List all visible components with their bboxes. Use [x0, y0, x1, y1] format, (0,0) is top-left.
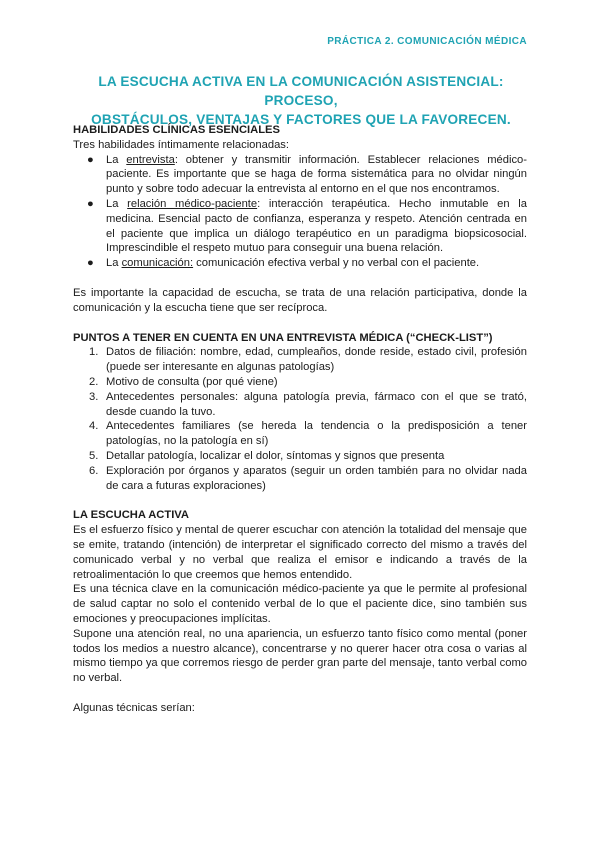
document-title [64, 72, 538, 129]
bullet-icon: ● [87, 197, 94, 210]
item-term: entrevista [126, 153, 175, 166]
spacer [73, 493, 527, 508]
list-item [73, 419, 527, 449]
item-number: 6. [89, 464, 99, 477]
escucha-paragraph-1: Es el esfuerzo físico y mental de querer escuchar con atención la totalidad del mensaje que se emite, tratando (intención) de interpretar el significado correcto del mismo a través del comunicado verbal y no verbal que realiza el emisor e indicando a través de la retroalimentación lo que creemos que hemos entendido. [73, 524, 527, 581]
item-text: : interacción terapéutica. Hecho inmutable en la medicina. Esencial pacto de confianza, esperanza y respeto. Atención centrada en el paciente que implica un diálogo terapéutico en un paradigma biopsicosocial. Imprescindible el respeto mutuo para conseguir una buena relación. [106, 197, 527, 255]
bullet-icon: ● [87, 153, 94, 166]
item-text: Antecedentes familiares (se hereda la tendencia o la predisposición a tener patologías, no la patología en sí) [106, 420, 527, 448]
document-body [73, 123, 527, 716]
list-item [73, 464, 527, 494]
list-item [73, 345, 527, 375]
section-heading-puntos: PUNTOS A TENER EN CUENTA EN UNA ENTREVISTA MÉDICA (“CHECK-LIST”) [73, 331, 493, 344]
list-item [73, 256, 527, 271]
spacer [73, 686, 527, 701]
item-text: Datos de filiación: nombre, edad, cumpleaños, donde reside, estado civil, profesión (puede ser interesante en algunas patologías) [106, 346, 527, 374]
item-number: 5. [89, 449, 99, 462]
item-text: comunicación efectiva verbal y no verbal con el paciente. [193, 257, 480, 270]
item-number: 1. [89, 346, 99, 359]
item-text: : obtener y transmitir información. Establecer relaciones médico-paciente. Es importante que se haga de forma sistemática para no olvidar ningún punto y sobre todo adecuar la entrevista al entorno en el que nos encontramos. [106, 153, 527, 196]
spacer [73, 316, 527, 331]
bullet-icon: ● [87, 257, 94, 270]
list-item [73, 375, 527, 390]
item-number: 2. [89, 375, 99, 388]
item-prefix: La [106, 257, 122, 270]
habilidades-list [73, 153, 527, 271]
escucha-paragraph-3: Supone una atención real, no una apariencia, un esfuerzo tanto físico como mental (poner todos los medios a nuestro alcance), concentrarse y no querer hacer otra cosa o varias al mismo tiempo ya que corremos riesgo de perder gran parte del mensaje, tanto verbal como no verbal. [73, 627, 527, 685]
puntos-list [73, 345, 527, 493]
page-header: PRÁCTICA 2. COMUNICACIÓN MÉDICA [327, 36, 527, 47]
item-prefix: La [106, 153, 127, 166]
title-line-1: LA ESCUCHA ACTIVA EN LA COMUNICACIÓN ASISTENCIAL: PROCESO, [98, 74, 504, 108]
section-heading-habilidades: HABILIDADES CLÍNICAS ESENCIALES [73, 124, 280, 136]
escucha-paragraph-2: Es una técnica clave en la comunicación médico-paciente ya que le permite al profesional de salud captar no solo el contenido verbal de lo que el paciente dice, sino también sus emociones y preocupaciones implícitas. [73, 583, 527, 625]
item-text: Motivo de consulta (por qué viene) [106, 375, 278, 388]
item-text: Exploración por órganos y aparatos (seguir un orden también para no olvidar nada de cara a futuras exploraciones) [106, 464, 527, 492]
spacer [73, 271, 527, 286]
item-prefix: La [106, 197, 128, 210]
habilidades-intro: Tres habilidades íntimamente relacionadas: [73, 138, 289, 151]
item-number: 3. [89, 390, 99, 403]
item-text: Detallar patología, localizar el dolor, síntomas y signos que presenta [106, 449, 445, 462]
habilidades-closing: Es importante la capacidad de escucha, se trata de una relación participativa, donde la comunicación y la escucha tiene que ser recíproca. [73, 286, 527, 314]
item-term: comunicación: [121, 257, 194, 270]
escucha-paragraph-4: Algunas técnicas serían: [73, 701, 195, 714]
item-number: 4. [89, 420, 99, 433]
list-item [73, 449, 527, 464]
list-item [73, 153, 527, 197]
item-text: Antecedentes personales: alguna patología previa, fármaco con el que se trató, desde cuando la tuvo. [106, 390, 527, 418]
section-heading-escucha: LA ESCUCHA ACTIVA [73, 509, 190, 522]
list-item [73, 390, 527, 420]
list-item [73, 197, 527, 256]
item-term: relación médico-paciente [127, 197, 258, 210]
title-line-2: OBSTÁCULOS, VENTAJAS Y FACTORES QUE LA FAVORECEN. [91, 112, 511, 127]
